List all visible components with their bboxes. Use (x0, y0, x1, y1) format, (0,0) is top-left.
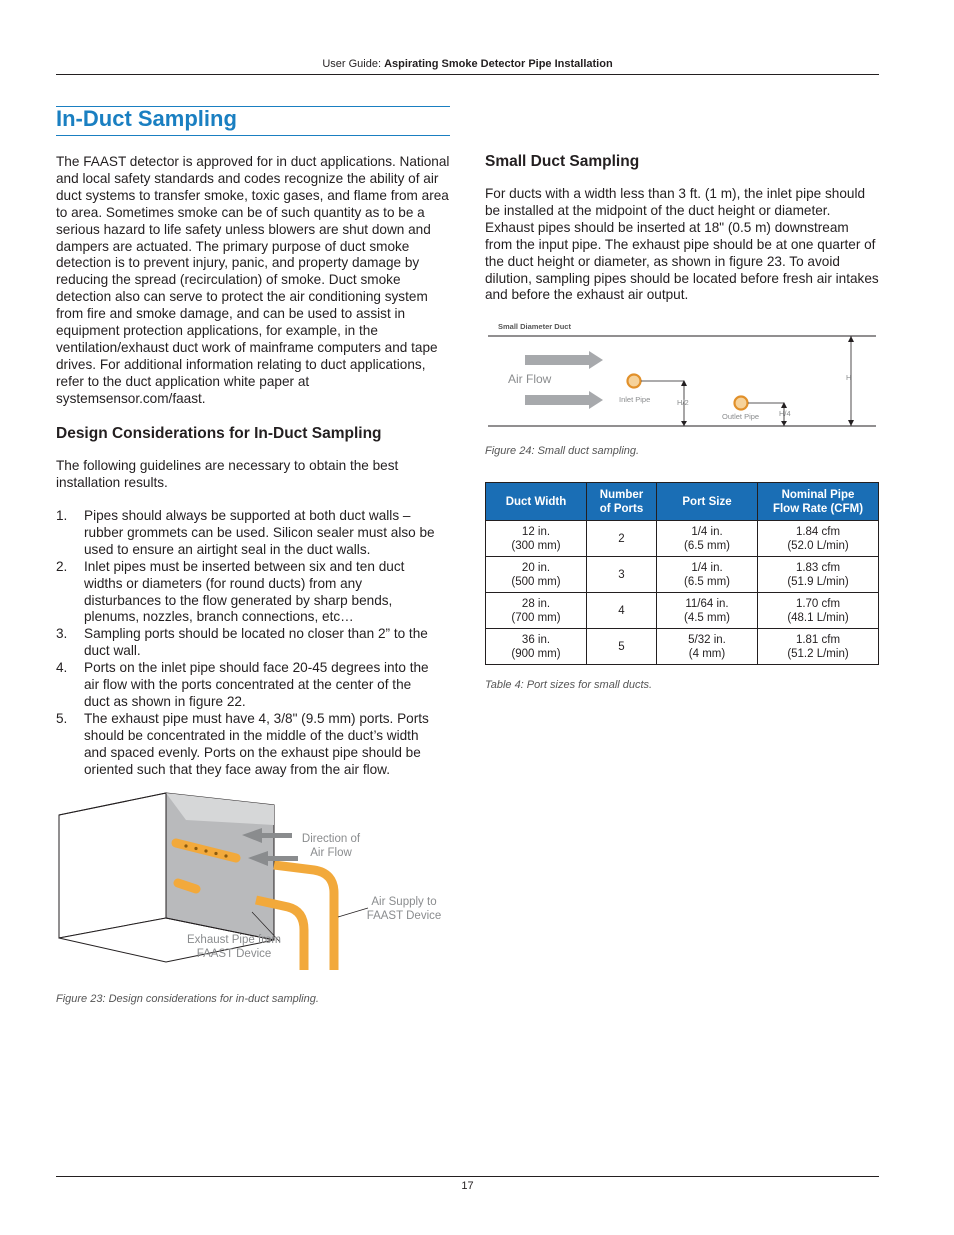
inlet-pipe-label: Inlet Pipe (619, 395, 651, 404)
col-flow-rate: Nominal Pipe Flow Rate (CFM) (758, 483, 879, 521)
table-row: 20 in. (500 mm) 3 1/4 in. (6.5 mm) 1.83 cfm (51.9 L/min) (486, 557, 879, 593)
list-item: 4. Ports on the inlet pipe should face 20-45 degrees into the air flow with the ports concentrated at the center of the duct as shown in figure 22. (56, 660, 429, 709)
exhaust-label: Exhaust Pipe from FAAST Device (187, 934, 281, 960)
header-rule (56, 74, 879, 75)
col-port-size: Port Size (657, 483, 758, 521)
design-heading: Design Considerations for In-Duct Sampling (56, 425, 382, 442)
h2-label: H/2 (677, 398, 689, 407)
list-item: 3. Sampling ports should be located no closer than 2” to the duct wall. (56, 626, 428, 659)
list-item: 2. Inlet pipes must be inserted between six and ten duct widths or diameters (for round ducts) from any disturbances to the flow generated by sharp bends, plenums, nozzles, branch connections, etc… (56, 558, 405, 625)
section-title: In-Duct Sampling (56, 106, 237, 131)
table-4-caption: Table 4: Port sizes for small ducts. (485, 679, 653, 691)
footer-rule (56, 1176, 879, 1177)
table-row: 36 in. (900 mm) 5 5/32 in. (4 mm) 1.81 cfm (51.2 L/min) (486, 629, 879, 665)
small-duct-paragraph: For ducts with a width less than 3 ft. (1 m), the inlet pipe should be installed at the midpoint of the duct height or diameter. Exhaust pipes should be inserted at 18" (0.5 m) downstream from the input pipe. The exhaust pipe should be at one quarter of the duct height or diameter, as shown in figure 23. To avoid dilution, sampling pipes should be located before fresh air intakes and before the exhaust air output. (485, 186, 879, 303)
guidelines-list (56, 508, 440, 779)
air-supply-label: Air Supply to FAAST Device (366, 896, 442, 922)
h4-label: H/4 (779, 409, 791, 418)
outlet-pipe-label: Outlet Pipe (722, 412, 760, 421)
small-duct-diagram-title: Small Diameter Duct (498, 322, 571, 331)
figure-24-caption: Figure 24: Small duct sampling. (485, 445, 640, 457)
table-row: 28 in. (700 mm) 4 11/64 in. (4.5 mm) 1.70 cfm (48.1 L/min) (486, 593, 879, 629)
header-prefix: User Guide: (322, 58, 385, 70)
intro-paragraph: The FAAST detector is approved for in duct applications. National and local safety standards and codes recognize the ability of air duct systems to transfer smoke, toxic gases, and flame from area to area. Sometimes smoke can be of such quantity as to be a serious hazard to life safety unless blowers are shut down and dampers are actuated. The primary purpose of duct smoke detection is to prevent injury, panic, and property damage by reducing the spread (recirculation) of smoke. Duct smoke detection also can serve to protect the air conditioning system from fire and smoke damage, and can be used to assist in equipment protection applications, for example, in the ventilation/exhaust duct work of mainframe computers and tape drives. For additional information relating to duct applications, refer to the duct application white paper at systemsensor.com/faast. (56, 154, 450, 406)
section-title-bottom-rule (56, 135, 450, 136)
list-item: 1. Pipes should always be supported at both duct walls – rubber grommets can be used. Silicon sealer must also be used to ensure an airtight seal in the duct walls. (56, 508, 435, 557)
port-sizes-table (485, 482, 879, 665)
running-header (56, 56, 879, 72)
figure-23-caption: Figure 23: Design considerations for in-duct sampling. (56, 993, 319, 1005)
table-header-row (486, 483, 879, 521)
header-title: Aspirating Smoke Detector Pipe Installation (384, 58, 613, 70)
h-label: H (846, 373, 852, 382)
col-number-of-ports: Number of Ports (587, 483, 657, 521)
col-duct-width: Duct Width (486, 483, 587, 521)
page-number: 17 (461, 1180, 474, 1192)
table-row: 12 in. (300 mm) 2 1/4 in. (6.5 mm) 1.84 cfm (52.0 L/min) (486, 521, 879, 557)
direction-label: Direction of Air Flow (301, 833, 361, 859)
small-duct-heading: Small Duct Sampling (485, 153, 640, 170)
design-lead: The following guidelines are necessary to obtain the best installation results. (56, 458, 399, 490)
air-flow-label: Air Flow (508, 372, 552, 386)
list-item: 5. The exhaust pipe must have 4, 3/8" (9.5 mm) ports. Ports should be concentrated in the middle of the duct’s width and spaced evenly. Ports on the exhaust pipe should be oriented such that they face away from the air flow. (56, 710, 429, 777)
